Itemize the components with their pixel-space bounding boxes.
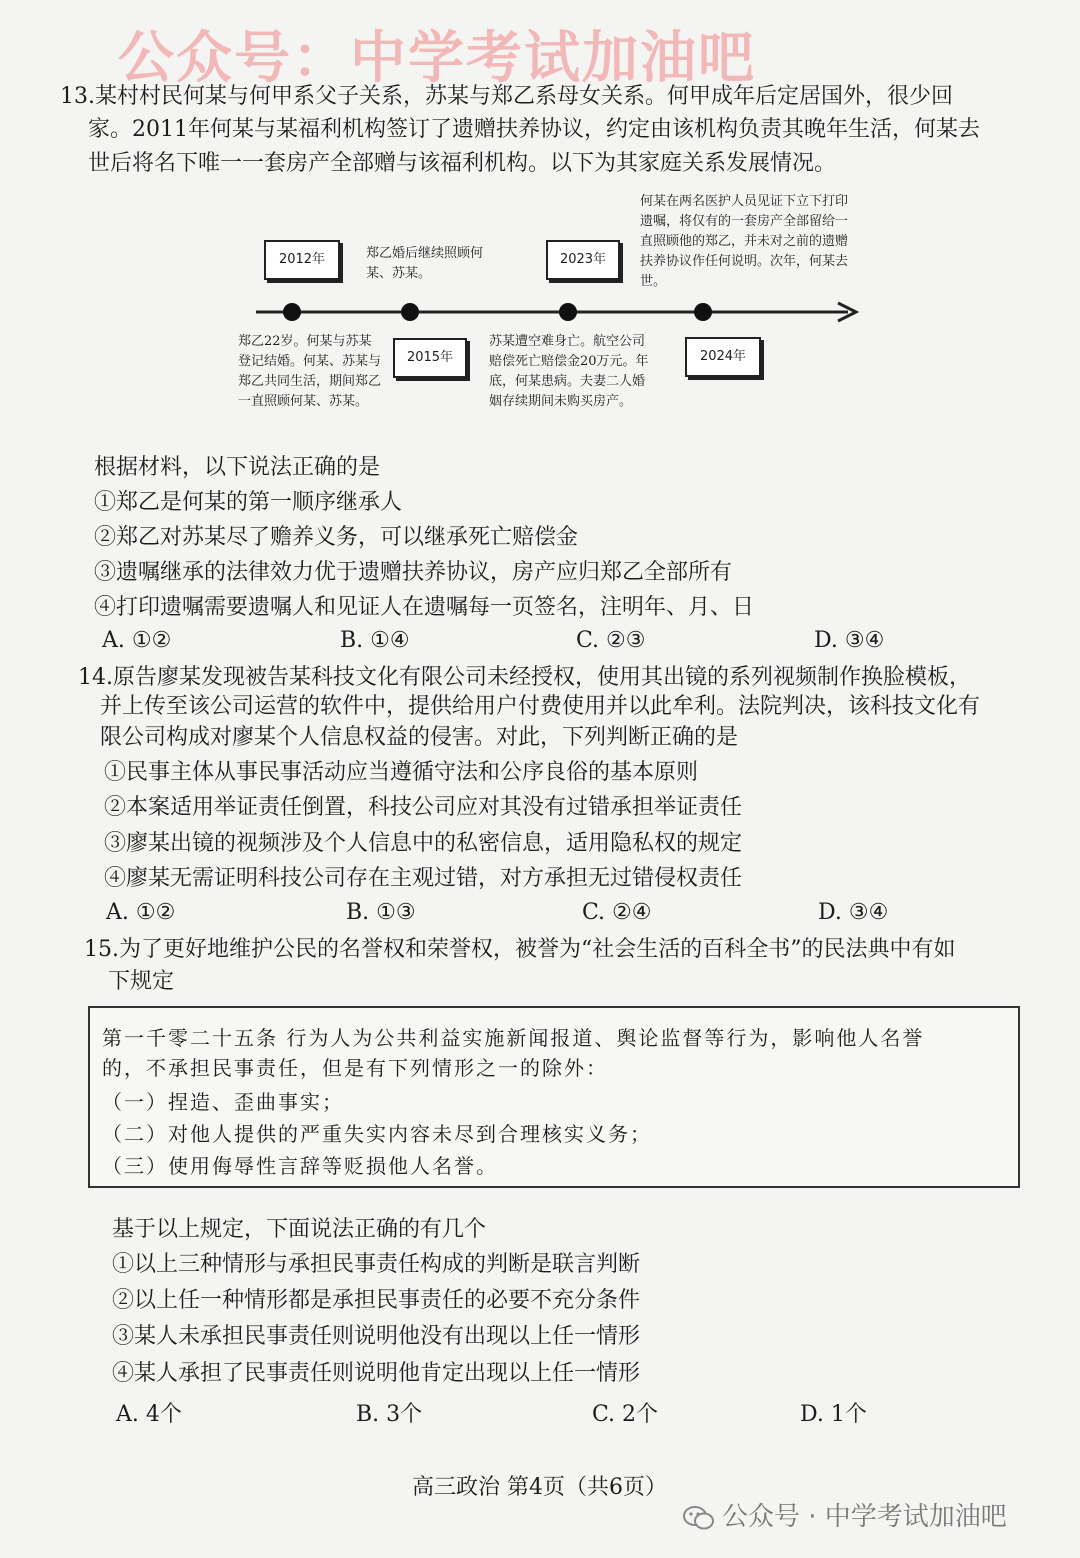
q13-option-a[interactable]: A. ①② [102,628,172,653]
q14-item-1: ①民事主体从事民事活动应当遵循守法和公序良俗的基本原则 [104,760,699,785]
q15-item-3: ③某人未承担民事责任则说明他没有出现以上任一情形 [112,1324,641,1349]
timeline-year-2015: 2015年 [393,338,467,378]
q15-item-2: ②以上任一种情形都是承担民事责任的必要不充分条件 [112,1288,641,1313]
q15-option-a[interactable]: A. 4个 [116,1402,182,1427]
timeline-year-2023: 2023年 [546,240,620,280]
q15-item-4: ④某人承担了民事责任则说明他肯定出现以上任一情形 [112,1361,641,1386]
wechat-icon [682,1503,716,1533]
timeline-note-2012: 郑乙22岁。何某与苏某登记结婚。何某、苏某与郑乙共同生活，期间郑乙一直照顾何某、苏某。 [238,334,382,409]
q14-item-4: ④廖某无需证明科技公司存在主观过错，对方承担无过错侵权责任 [104,866,743,891]
q14-item-2: ②本案适用举证责任倒置，科技公司应对其没有过错承担举证责任 [104,795,743,820]
q15-option-d[interactable]: D. 1个 [800,1402,867,1427]
law-line-2: 的，不承担民事责任，但是有下列情形之一的除外： [102,1056,608,1080]
q13-item-2: ②郑乙对苏某尽了赡养义务，可以继承死亡赔偿金 [94,525,579,550]
civil-code-article-box [88,1006,1020,1188]
timeline-dot-2012 [283,303,301,321]
q13-item-3: ③遗嘱继承的法律效力优于遗赠扶养协议，房产应归郑乙全部所有 [94,560,733,585]
q15-option-b[interactable]: B. 3个 [356,1402,423,1427]
timeline-year-2012: 2012年 [264,240,340,280]
law-line-3: （一）捏造、歪曲事实； [102,1090,344,1114]
timeline-dot-2023 [559,303,577,321]
law-line-5: （三）使用侮辱性言辞等贬损他人名誉。 [102,1154,498,1178]
watermark-bottom: 公众号 · 中学考试加油吧 [722,1502,1007,1532]
q13-stem: 根据材料，以下说法正确的是 [94,455,381,480]
q13-option-d[interactable]: D. ③④ [814,628,885,653]
timeline-dot-2015 [401,303,419,321]
q14-item-3: ③廖某出镜的视频涉及个人信息中的私密信息，适用隐私权的规定 [104,831,743,856]
q14-line-2: 并上传至该公司运营的软件中，提供给用户付费使用并以此牟利。法院判决，该科技文化有 [100,694,981,719]
law-line-4: （二）对他人提供的严重失实内容未尽到合理核实义务； [102,1122,652,1146]
q13-option-b[interactable]: B. ①④ [340,628,410,653]
watermark-top: 公众号：中学考试加油吧 [118,26,756,91]
q15-stem: 基于以上规定，下面说法正确的有几个 [112,1217,487,1242]
timeline-dot-2024 [694,303,712,321]
timeline-note-2024: 何某在两名医护人员见证下立下打印遗嘱，将仅有的一套房产全部留给一直照顾他的郑乙，并未对之前的遗赠扶养协议作任何说明。次年，何某去世。 [640,194,849,289]
q15-line-2: 下规定 [108,969,175,994]
q14-option-a[interactable]: A. ①② [106,900,176,925]
q15-line-1: 15.为了更好地维护公民的名誉权和荣誉权，被誉为“社会生活的百科全书”的民法典中有如 [84,937,956,962]
q14-option-c[interactable]: C. ②④ [582,900,652,925]
q14-line-1: 14.原告廖某发现被告某科技文化有限公司未经授权，使用其出镜的系列视频制作换脸模板， [78,665,971,690]
q13-line-3: 世后将名下唯一一套房产全部赠与该福利机构。以下为其家庭关系发展情况。 [88,151,837,176]
q15-option-c[interactable]: C. 2个 [592,1402,659,1427]
timeline-note-2023: 苏某遭空难身亡。航空公司赔偿死亡赔偿金20万元。年底，何某患病。夫妻二人婚姻存续期间未购买房产。 [489,334,649,409]
q14-option-d[interactable]: D. ③④ [818,900,889,925]
q14-option-b[interactable]: B. ①③ [346,900,416,925]
q14-line-3: 限公司构成对廖某个人信息权益的侵害。对此，下列判断正确的是 [100,725,739,750]
law-line-1: 第一千零二十五条 行为人为公共利益实施新闻报道、舆论监督等行为，影响他人名誉 [102,1026,925,1050]
timeline-year-2024: 2024年 [685,337,761,377]
q13-option-c[interactable]: C. ②③ [576,628,646,653]
q15-item-1: ①以上三种情形与承担民事责任构成的判断是联言判断 [112,1252,641,1277]
q13-item-4: ④打印遗嘱需要遗嘱人和见证人在遗嘱每一页签名，注明年、月、日 [94,595,755,620]
timeline-note-2015: 郑乙婚后继续照顾何某、苏某。 [366,246,484,281]
page-footer: 高三政治 第4页（共6页） [412,1475,667,1500]
q13-line-1: 13.某村村民何某与何甲系父子关系，苏某与郑乙系母女关系。何甲成年后定居国外，很少回 [60,84,953,109]
q13-item-1: ①郑乙是何某的第一顺序继承人 [94,490,403,515]
q13-line-2: 家。2011年何某与某福利机构签订了遗赠扶养协议，约定由该机构负责其晚年生活，何某去 [88,117,980,142]
